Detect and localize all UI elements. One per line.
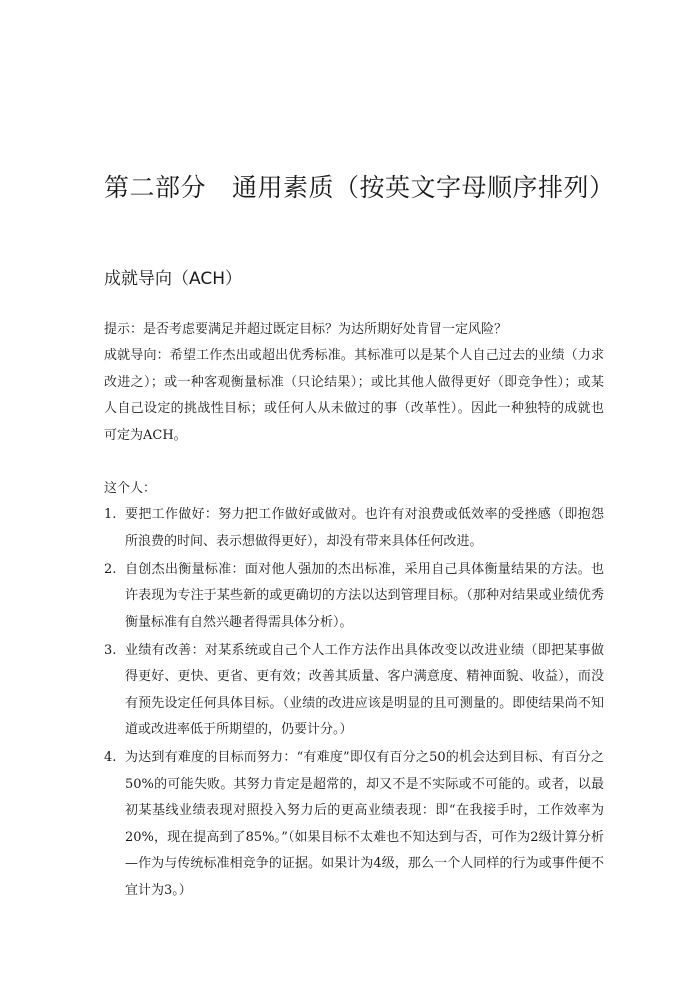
list-item <box>104 745 604 904</box>
list-item-text: 为达到有难度的目标而努力：“有难度”即仅有百分之50的机会达到目标、有百分之50%的可能失败。其努力肯定是超常的，却又不是不实际或不可能的。或者，以最初某基线业绩表现对照投入努力后的更高业绩表现：即“在我接手时，工作效率为20%，现在提高到了85%。”（如果目标不太难也不知达到与否，可作为2级计算分析—作为与传统标准相竞争的证据。如果计为4级，那么一个人同样的行为或事件便不宜计为3。） <box>125 750 604 898</box>
part-title-text: 通用素质（按英文字母顺序排列） <box>232 173 615 202</box>
list-item-number: 1. <box>104 507 117 522</box>
list-item-number: 3. <box>104 642 117 658</box>
behavior-list <box>104 502 604 906</box>
list-item <box>104 638 604 744</box>
hint-paragraph: 提示：是否考虑要满足并超过既定目标？为达所期好处肯冒一定风险？ <box>104 322 508 337</box>
section-title: 成就导向（ACH） <box>104 269 242 289</box>
list-item-text: 业绩有改善：对某系统或自己个人工作方法作出具体改变以改进业绩（即把某事做得更好、更快、更省、更有效；改善其质量、客户满意度、精神面貌、收益），而没有预先设定任何具体目标。（业绩的改进应该是明显的且可测量的。即使结果尚不知道或改进率低于所期望的，仍要计分。） <box>125 642 604 737</box>
intro-paragraph: 成就导向：希望工作杰出或超出优秀标准。其标准可以是某个人自己过去的业绩（力求改进之）；或一种客观衡量标准（只论结果）；或比其他人做得更好（即竞争性）；或某人自己设定的挑战性目标；或任何人从未做过的事（改革性）。因此一种独特的成就也可定为ACH。 <box>104 348 604 443</box>
list-item-text: 自创杰出衡量标准：面对他人强加的杰出标准，采用自己具体衡量结果的方法。也许表现为专注于某些新的或更确切的方法以达到管理目标。（那种对结果或业绩优秀衡量标准有自然兴趣者得需具体分析）。 <box>125 561 604 630</box>
list-item <box>104 557 604 637</box>
list-item-text: 要把工作做好：努力把工作做好或做对。也许有对浪费或低效率的受挫感（即抱怨所浪费的时间、表示想做得更好），却没有带来具体任何改进。 <box>125 507 604 549</box>
list-item <box>104 502 604 555</box>
list-item-number: 4. <box>104 750 117 765</box>
part-title <box>104 168 615 204</box>
list-item-number: 2. <box>104 561 117 577</box>
person-label: 这个人： <box>104 481 157 496</box>
part-title-number: 第二部分 <box>104 173 207 202</box>
